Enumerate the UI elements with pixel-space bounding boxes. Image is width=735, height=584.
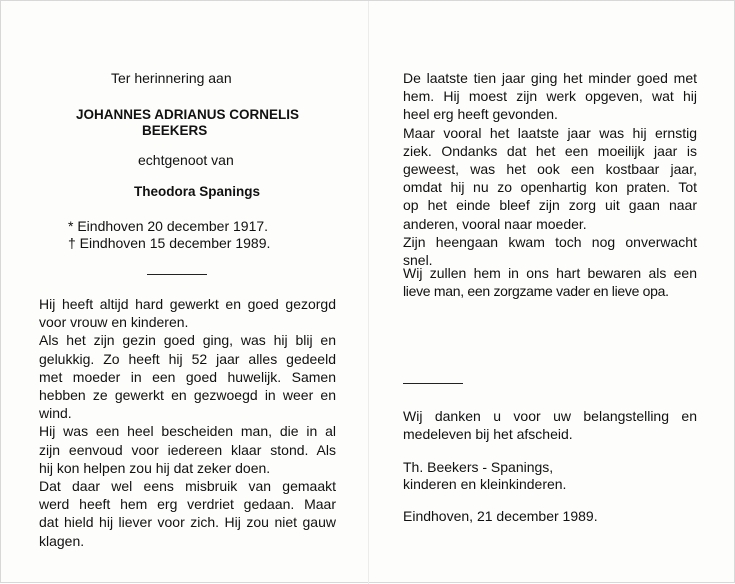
signature-line2: kinderen en kleinkinderen.	[403, 476, 567, 492]
text-line: ziek. Ondanks dat het een moeilijk jaar is	[403, 142, 697, 159]
text-line: snel.	[403, 252, 433, 269]
in-memory-heading: Ter herinnering aan	[111, 70, 232, 86]
text-line: Dat daar wel eens misbruik van gemaakt	[39, 478, 336, 495]
text-line: hij kon helpen zou hij dat zeker doen.	[39, 459, 271, 476]
text-line: Zijn heengaan kwam toch nog onverwacht	[403, 233, 697, 250]
place-date: Eindhoven, 21 december 1989.	[403, 508, 598, 524]
text-line: Als het zijn gezin goed ging, was hij blij en	[39, 332, 336, 349]
text-line: Wij zullen hem in ons hart bewaren als een	[403, 265, 697, 281]
birth-line: * Eindhoven 20 december 1917.	[68, 218, 269, 234]
left-body-text	[39, 295, 336, 550]
card-fold	[368, 1, 369, 584]
spouse-name: Theodora Spanings	[134, 184, 261, 199]
text-line: lieve man, een zorgzame vader en lieve opa.	[403, 283, 669, 300]
deceased-name-line1: JOHANNES ADRIANUS CORNELIS	[76, 107, 300, 122]
right-body-text	[403, 69, 697, 269]
death-line: † Eindhoven 15 december 1989.	[68, 235, 271, 251]
divider-left	[147, 274, 207, 275]
text-line: medeleven bij het afscheid.	[403, 426, 573, 443]
thanks-text	[403, 407, 697, 443]
text-line: gelukkig. Zo heeft hij 52 jaar alles gedeeld	[39, 350, 336, 367]
text-line: hebben ze gewerkt en gezwoegd in weer en	[39, 387, 336, 404]
text-line: heel erg heeft gevonden.	[403, 106, 558, 123]
text-line: voor vrouw en kinderen.	[39, 314, 189, 331]
text-line: Wij danken u voor uw belangstelling en	[403, 408, 697, 424]
text-line: met moeder in een goed huwelijk. Samen	[39, 368, 336, 385]
text-line: werd heeft hem erg verdriet gedaan. Maar	[39, 496, 336, 513]
text-line: Maar vooral het laatste jaar was hij ernstig	[403, 124, 697, 141]
text-line: De laatste tien jaar ging het minder goed met	[403, 70, 697, 86]
signature-line1: Th. Beekers - Spanings,	[403, 459, 554, 475]
text-line: Hij heeft altijd hard gewerkt en goed gezorgd	[39, 296, 336, 312]
text-line: dat hield hij liever voor zich. Hij zou niet gauw	[39, 514, 336, 531]
deceased-name-line2: BEEKERS	[142, 123, 208, 138]
text-line: klagen.	[39, 532, 85, 549]
text-line: wind.	[39, 405, 72, 422]
closing-text	[403, 264, 697, 300]
text-line: omdat hij nu zo openhartig kon praten. Tot	[403, 179, 697, 196]
divider-right	[403, 383, 463, 384]
text-line: op het einde bleef zijn zorg uit gaan naar	[403, 197, 697, 214]
text-line: geweest, was het ook een kostbaar jaar,	[403, 161, 697, 178]
text-line: anderen, vooral naar moeder.	[403, 215, 587, 232]
text-line: hem. Hij moest zijn werk opgeven, wat hij	[403, 88, 697, 105]
spouse-of-label: echtgenoot van	[138, 152, 234, 168]
text-line: zijn eenvoud voor iedereen klaar stond. Als	[39, 441, 336, 458]
text-line: Hij was een heel bescheiden man, die in al	[39, 423, 336, 440]
